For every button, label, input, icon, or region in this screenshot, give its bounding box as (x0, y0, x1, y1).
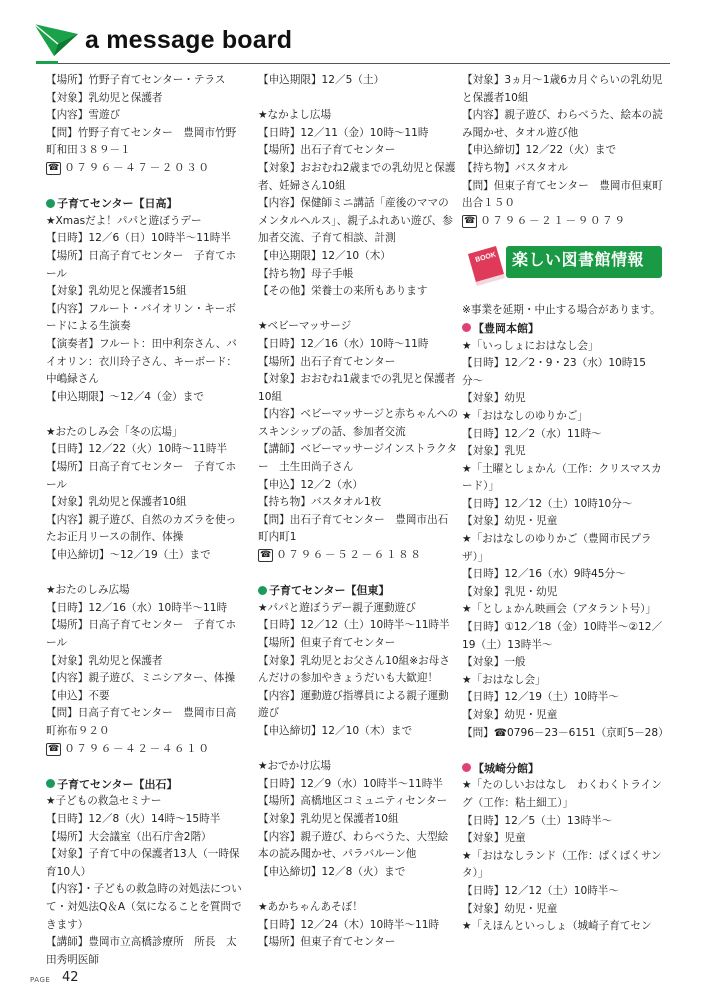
entry-line: ★「いっしょにおはなし会」 (462, 339, 599, 352)
library-section (462, 320, 667, 742)
entry-line: ★パパと遊ぼうデー親子運動遊び (258, 601, 416, 614)
entry-line: 【場所】日高子育てセンター 子育てホール (46, 619, 237, 649)
entry-line: 【対象】乳幼児と保護者15組 (46, 285, 187, 298)
notice-entry (258, 758, 458, 881)
entry-line: 【申込締切】12／10（木）まで (258, 724, 413, 737)
entry-line: ★「おはなしランド（工作：ぱくぱくサンタ）」 (462, 849, 662, 880)
entry-line: 【場所】高橋地区コミュニティセンター (258, 795, 448, 808)
entry-line: 【場所】但東子育てセンター (258, 637, 396, 649)
entry-line: 【日時】12／16（水）10時〜11時 (258, 337, 429, 350)
entry-line: 【申込】12／2（水） (258, 478, 363, 491)
page-number: 42 (62, 970, 79, 985)
entry-line: 【内容】親子遊び、自然のカズラを使ったお正月リースの制作、体操 (46, 513, 237, 544)
entry-line: ★「おはなしのゆりかご（豊岡市民プラザ）」 (462, 533, 652, 563)
entry-line: 【申込期限】12／5（土） (258, 74, 385, 86)
entry-line: ★「えほんといっしょ（城崎子育てセン (462, 920, 652, 933)
entry-line: ★なかよし広場 (258, 109, 332, 122)
entry-line: 【問】竹野子育てセンター 豊岡市竹野町和田３８９－１ (46, 126, 237, 157)
entry-line: 【日時】12／12（土）10時半〜 (462, 884, 619, 897)
entry-line: 【内容】保健師ミニ講話「産後のママのメンタルヘルス」、親子ふれあい遊び、参加者交流、子育て相談、計測 (258, 197, 453, 245)
phone-number: ☎ ０７９６－４２－４６１０ (48, 742, 211, 755)
book-icon (462, 240, 510, 288)
entry-line: 【内容】親子遊び、わらべうた、大型絵本の読み聞かせ、パラバルーン他 (258, 830, 449, 861)
section-heading: 子育てセンター【但東】 (258, 582, 458, 600)
entry-line: ★おたのしみ会「冬の広場」 (46, 425, 183, 438)
entry-line: 【その他】栄養士の来所もあります (258, 285, 428, 298)
entry-line: 【日時】12／9（水）10時半〜11時半 (258, 777, 443, 790)
entry-line: 【対象】幼児・児童 (462, 515, 558, 528)
notice-entry (258, 72, 458, 90)
entry-line: 【内容】親子遊び、わらべうた、絵本の読み聞かせ、タオル遊び他 (462, 109, 663, 139)
entry-line: 【対象】3ヵ月〜1歳6カ月ぐらいの乳幼児と保護者10組 (462, 74, 663, 104)
notice-entry (258, 107, 458, 301)
entry-line: 【問】☎0796－23－6151（京町5－28） (462, 726, 669, 739)
section-heading: 【豊岡本館】 (462, 320, 667, 338)
entry-line: ★おでかけ広場 (258, 760, 331, 773)
entry-line: 【日時】12／12（土）10時半〜11時半 (258, 619, 450, 632)
phone-number: ☎ ０７９６－５２－６１８８ (260, 549, 423, 562)
phone-icon: ☎ (464, 215, 476, 226)
entry-line: 【持ち物】母子手帳 (258, 267, 354, 280)
entry-line: 【日時】12／24（木）10時半〜11時 (258, 918, 440, 931)
entry-line: 【日時】12／2・9・23（水）10時15分〜 (462, 357, 646, 387)
section-heading: 子育てセンター【日高】 (46, 195, 246, 213)
entry-line: ★Xmasだよ！パパと遊ぼうデー (46, 214, 202, 227)
header-divider-accent (36, 61, 58, 64)
library-note: ※事業を延期・中止する場合があります。 (462, 304, 661, 317)
entry-line: ★子どもの救急セミナー (46, 795, 162, 808)
entry-line: 【場所】竹野子育てセンター・テラス (46, 74, 226, 86)
column-3 (462, 72, 667, 936)
entry-line: 【内容】ベビーマッサージと赤ちゃんへのスキンシップの話、参加者交流 (258, 408, 459, 438)
pink-bullet-icon (462, 323, 471, 332)
library-banner (462, 238, 667, 290)
entry-line: 【申込締切】〜12／19（土）まで (46, 549, 211, 562)
entry-line: 【申込期限】〜12／4（金）まで (46, 390, 204, 403)
library-section (462, 760, 667, 936)
entry-line: 【申込締切】12／22（火）まで (462, 144, 617, 157)
entry-line: 【日時】12／8（火）14時〜15時半 (46, 812, 221, 825)
phone-icon: ☎ (48, 743, 60, 754)
notice-entry (46, 424, 246, 565)
entry-line: 【内容】雪遊び (46, 109, 121, 122)
notice-entry (46, 72, 246, 178)
entry-line: 【申込締切】12／8（火）まで (258, 865, 406, 878)
page-title: a message board (85, 26, 293, 54)
entry-line: 【日時】12／5（土）13時半〜 (462, 814, 613, 827)
entry-line: ★おたのしみ広場 (46, 584, 130, 597)
entry-line: ★あかちゃんあそぼ！ (258, 900, 363, 913)
entry-line: 【持ち物】バスタオル (462, 161, 568, 174)
book-icon-label: BOOK (474, 251, 497, 265)
column-1 (46, 72, 246, 987)
entry-line: 【日時】12／6（日）10時半〜11時半 (46, 232, 231, 245)
notice-entry (46, 195, 246, 406)
entry-line: ★「土曜としょかん（工作：クリスマスカード）」 (462, 462, 662, 493)
entry-line: 【対象】児童 (462, 832, 526, 845)
green-bullet-icon (46, 199, 55, 208)
entry-line: 【対象】幼児 (462, 392, 526, 405)
entry-line: 【問】但東子育てセンター 豊岡市但東町出合１５０ (462, 179, 663, 210)
entry-line: 【日時】12／11（金）10時〜11時 (258, 126, 429, 139)
entry-line: 【日時】12／16（水）10時半〜11時 (46, 601, 228, 614)
paper-plane-icon (32, 20, 80, 58)
notice-entry (258, 899, 458, 952)
entry-line: 【申込】不要 (46, 689, 110, 702)
entry-line: 【日時】12／2（水）11時〜 (462, 427, 602, 440)
entry-line: 【対象】おおむね1歳までの乳児と保護者10組 (258, 373, 456, 403)
entry-line: 【内容】親子遊び、ミニシアター、体操 (46, 672, 236, 685)
entry-line: 【場所】大会議室（出石庁舎2階） (46, 830, 212, 843)
pink-bullet-icon (462, 763, 471, 772)
entry-line: ★「としょかん映画会（アタラント号）」 (462, 603, 657, 616)
entry-line: ★「おはなし会」 (462, 673, 546, 686)
entry-line: 【対象】乳幼児と保護者 (46, 91, 163, 104)
entry-line: 【持ち物】バスタオル1枚 (258, 496, 382, 509)
entry-line: 【対象】乳幼児と保護者 (46, 654, 163, 667)
entry-line: 【対象】一般 (462, 656, 526, 669)
entry-line: 【場所】但東子育てセンター (258, 936, 396, 949)
entry-line: 【対象】おおむね2歳までの乳幼児と保護者、妊婦さん10組 (258, 161, 456, 192)
entry-line: 【問】日高子育てセンター 豊岡市日高町祢布９２０ (46, 707, 237, 737)
entry-line: 【対象】乳幼児と保護者10組 (46, 496, 187, 509)
entry-line: 【日時】12／22（火）10時〜11時半 (46, 443, 228, 456)
entry-line: 【問】出石子育てセンター 豊岡市出石町内町1 (258, 513, 449, 544)
section-heading: 【城崎分館】 (462, 760, 667, 778)
entry-line: 【対象】乳児・幼児 (462, 585, 558, 598)
entry-line: 【対象】乳児 (462, 445, 526, 458)
entry-line: 【講師】豊岡市立高橋診療所 所長 太田秀明医師 (46, 936, 237, 966)
entry-line: 【内容】・子どもの救急時の対処法について・対処法Q＆A（気になることを質問できます） (46, 883, 242, 931)
header-divider (36, 63, 670, 64)
page-header (0, 0, 705, 70)
notice-entry (462, 72, 667, 230)
phone-number: ☎ ０７９６－２１－９０７９ (464, 214, 627, 227)
phone-icon: ☎ (260, 550, 272, 561)
entry-line: 【内容】フルート・バイオリン・キーボードによる生演奏 (46, 302, 236, 333)
green-bullet-icon (258, 586, 267, 595)
entry-line: 【日時】①12／18（金）10時半〜②12／19（土）13時半〜 (462, 621, 663, 651)
notice-entry (258, 318, 458, 564)
column-2 (258, 72, 458, 969)
entry-line: 【申込期限】12／10（木） (258, 249, 391, 262)
entry-line: 【対象】子育て中の保護者13人（一時保育10人） (46, 848, 240, 878)
entry-line: 【日時】12／16（水）9時45分〜 (462, 568, 626, 581)
entry-line: 【内容】運動遊び指導員による親子運動遊び (258, 689, 449, 720)
phone-icon: ☎ (48, 162, 60, 173)
section-heading: 子育てセンター【出石】 (46, 776, 246, 794)
entry-line: 【場所】出石子育てセンター (258, 144, 396, 157)
notice-entry (46, 776, 246, 970)
entry-line: 【演奏者】フルート：田中利奈さん、バイオリン：衣川玲子さん、キーボード：中嶋緑さん (46, 337, 238, 386)
notice-entry (258, 582, 458, 740)
entry-line: 【対象】乳幼児と保護者10組 (258, 812, 399, 825)
notice-entry (46, 582, 246, 758)
entry-line: 【対象】乳幼児とお父さん10組※お母さんだけの参加やきょうだいも大歓迎！ (258, 654, 450, 685)
entry-line: 【場所】日高子育てセンター 子育てホール (46, 249, 237, 280)
library-title: 楽しい図書館情報 (512, 250, 645, 270)
phone-number: ☎ ０７９６－４７－２０３０ (48, 161, 211, 174)
entry-line: ★ベビーマッサージ (258, 320, 352, 333)
entry-line: 【日時】12／19（土）10時半〜 (462, 691, 619, 704)
entry-line: 【日時】12／12（土）10時10分〜 (462, 497, 633, 510)
page-label: PAGE (30, 976, 51, 984)
entry-line: ★「おはなしのゆりかご」 (462, 409, 589, 422)
entry-line: 【対象】幼児・児童 (462, 902, 558, 915)
entry-line: 【場所】日高子育てセンター 子育てホール (46, 461, 237, 491)
entry-line: 【場所】出石子育てセンター (258, 355, 396, 368)
entry-line: 【対象】幼児・児童 (462, 709, 558, 721)
entry-line: 【講師】ベビーマッサージインストラクター 土生田尚子さん (258, 443, 458, 474)
green-bullet-icon (46, 779, 55, 788)
entry-line: ★「たのしいおはなし わくわくトライング（工作：粘土細工）」 (462, 779, 662, 809)
